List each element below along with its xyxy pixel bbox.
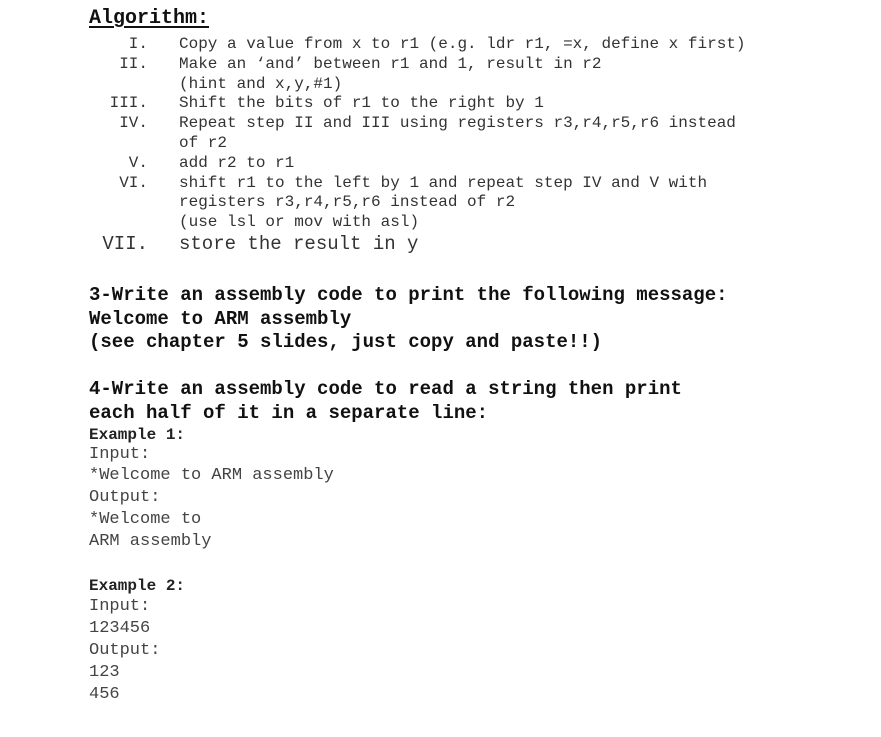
step-text: Repeat step II and III using registers r3,r4,r5,r6 instead <box>179 114 736 132</box>
step-text: (use lsl or mov with asl) <box>179 213 420 231</box>
question-4-line: each half of it in a separate line: <box>89 402 489 424</box>
example-line: Output: <box>89 488 161 507</box>
step-text: Copy a value from x to r1 (e.g. ldr r1, =x, define x first) <box>179 35 746 53</box>
step-number: V. <box>128 154 148 172</box>
question-3-line: 3-Write an assembly code to print the following message: <box>89 284 728 306</box>
question-3-line: (see chapter 5 slides, just copy and paste!!) <box>89 331 603 353</box>
example-line: Output: <box>89 641 161 660</box>
step-number: VI. <box>119 174 148 192</box>
step-text: Make an ‘and’ between r1 and 1, result in r2 <box>179 55 602 73</box>
step-text: of r2 <box>179 134 228 152</box>
algorithm-title: Algorithm: <box>89 7 210 30</box>
example-line: *Welcome to <box>89 510 202 529</box>
example-line: 123456 <box>89 619 151 638</box>
step-number: III. <box>109 94 148 112</box>
step-text: store the result in y <box>179 233 419 255</box>
step-number: VII. <box>102 233 148 255</box>
step-text: registers r3,r4,r5,r6 instead of r2 <box>179 193 516 211</box>
example-2-title: Example 2: <box>89 577 186 595</box>
example-line: *Welcome to ARM assembly <box>89 466 334 485</box>
step-text: shift r1 to the left by 1 and repeat step IV and V with <box>179 174 708 192</box>
step-number: I. <box>128 35 148 53</box>
example-line: 456 <box>89 685 120 704</box>
question-4-line: 4-Write an assembly code to read a string then print <box>89 378 682 400</box>
step-text: (hint and x,y,#1) <box>179 75 343 93</box>
example-line: Input: <box>89 445 151 464</box>
step-text: add r2 to r1 <box>179 154 295 172</box>
step-number: IV. <box>119 114 148 132</box>
question-3-line: Welcome to ARM assembly <box>89 308 352 330</box>
example-line: Input: <box>89 597 151 616</box>
example-1-title: Example 1: <box>89 426 186 444</box>
step-text: Shift the bits of r1 to the right by 1 <box>179 94 544 112</box>
example-line: 123 <box>89 663 120 682</box>
example-line: ARM assembly <box>89 532 212 551</box>
step-number: II. <box>119 55 148 73</box>
